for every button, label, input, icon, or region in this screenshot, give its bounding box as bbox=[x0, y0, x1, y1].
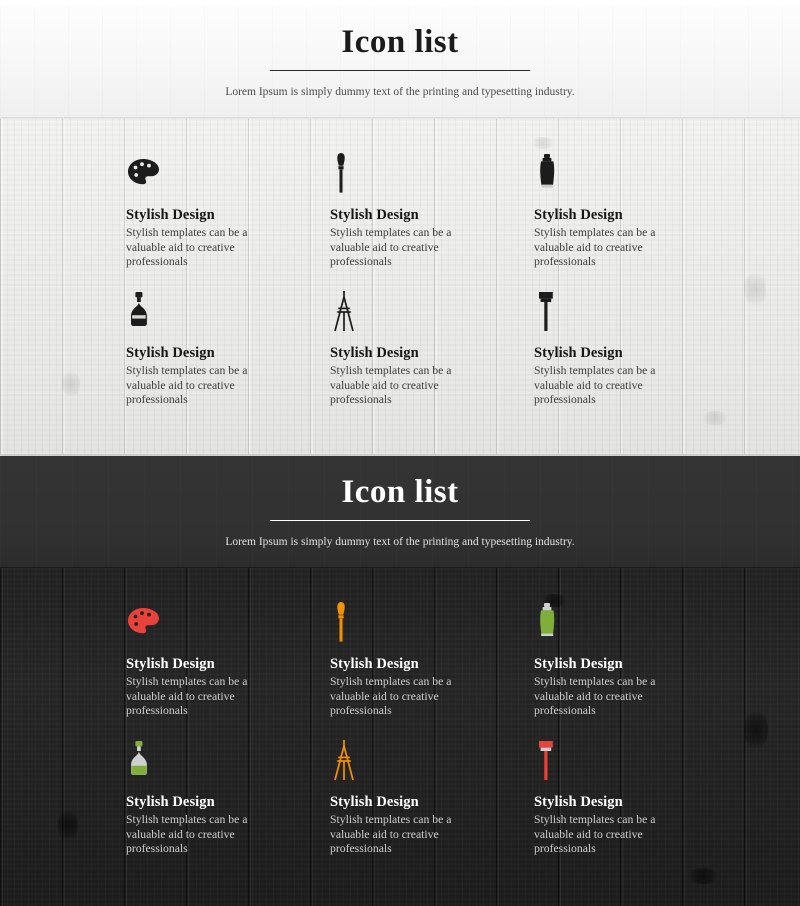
item-title: Stylish Design bbox=[330, 656, 419, 672]
section-light bbox=[0, 6, 800, 456]
list-item bbox=[534, 738, 738, 876]
item-description: Stylish templates can be a valuable aid to creative professionals bbox=[330, 813, 452, 856]
flat-brush-icon bbox=[534, 289, 738, 335]
list-item[interactable] bbox=[126, 600, 330, 738]
item-description: Stylish templates can be a valuable aid to creative professionals bbox=[534, 226, 656, 269]
item-title: Stylish Design bbox=[534, 345, 623, 361]
page-subtitle-dark: Lorem Ipsum is simply dummy text of the printing and typesetting industry. bbox=[225, 536, 575, 548]
list-item[interactable] bbox=[330, 289, 534, 427]
icon-grid-light bbox=[0, 119, 800, 427]
easel-icon bbox=[330, 738, 534, 784]
list-item[interactable] bbox=[330, 600, 534, 738]
ink-bottle-icon bbox=[126, 289, 330, 335]
header-light bbox=[0, 6, 800, 118]
item-title: Stylish Design bbox=[126, 794, 215, 810]
paintbrush-icon bbox=[330, 151, 534, 197]
title-rule-dark bbox=[270, 520, 530, 521]
palette-icon bbox=[126, 600, 330, 646]
header-dark bbox=[0, 456, 800, 568]
item-title: Stylish Design bbox=[330, 794, 419, 810]
item-description: Stylish templates can be a valuable aid to creative professionals bbox=[534, 364, 656, 407]
section-dark bbox=[0, 456, 800, 906]
item-description: Stylish templates can be a valuable aid to creative professionals bbox=[126, 813, 248, 856]
page-title-dark: Icon list bbox=[341, 474, 459, 510]
list-item[interactable] bbox=[330, 738, 534, 876]
list-item[interactable] bbox=[126, 151, 330, 289]
item-title: Stylish Design bbox=[126, 656, 215, 672]
item-title: Stylish Design bbox=[126, 207, 215, 223]
easel-icon bbox=[330, 289, 534, 335]
list-item[interactable] bbox=[330, 151, 534, 289]
item-description: Stylish templates can be a valuable aid to creative professionals bbox=[126, 226, 248, 269]
item-description: Stylish templates can be a valuable aid to creative professionals bbox=[330, 226, 452, 269]
item-description: Stylish templates can be a valuable aid to creative professionals bbox=[534, 675, 656, 718]
paintbrush-icon bbox=[330, 600, 534, 646]
item-title: Stylish Design bbox=[534, 207, 623, 223]
list-item[interactable] bbox=[534, 600, 738, 738]
list-item[interactable] bbox=[126, 738, 330, 876]
palette-icon bbox=[126, 151, 330, 197]
icon-grid-dark bbox=[0, 568, 800, 876]
title-rule-light bbox=[270, 70, 530, 71]
item-title: Stylish Design bbox=[534, 794, 623, 810]
wood-panel-dark bbox=[0, 568, 800, 906]
item-description: Stylish templates can be a valuable aid to creative professionals bbox=[330, 364, 452, 407]
item-title: Stylish Design bbox=[330, 345, 419, 361]
list-item[interactable] bbox=[534, 289, 738, 427]
wood-panel-light bbox=[0, 118, 800, 456]
item-title: Stylish Design bbox=[330, 207, 419, 223]
item-title: Stylish Design bbox=[126, 345, 215, 361]
paint-tube-icon bbox=[534, 151, 738, 197]
page-title-light: Icon list bbox=[341, 24, 459, 60]
item-description: Stylish templates can be a valuable aid to creative professionals bbox=[126, 675, 248, 718]
item-title: Stylish Design bbox=[534, 656, 623, 672]
list-item[interactable] bbox=[126, 289, 330, 427]
list-item[interactable] bbox=[534, 151, 738, 289]
paint-tube-icon bbox=[534, 600, 738, 646]
item-description: Stylish templates can be a valuable aid to creative professionals bbox=[330, 675, 452, 718]
page-subtitle-light: Lorem Ipsum is simply dummy text of the printing and typesetting industry. bbox=[225, 86, 575, 98]
ink-bottle-icon bbox=[126, 738, 330, 784]
flat-brush-icon bbox=[534, 738, 738, 784]
item-description: Stylish templates can be a valuable aid to creative professionals bbox=[534, 813, 656, 856]
item-description: Stylish templates can be a valuable aid to creative professionals bbox=[126, 364, 248, 407]
